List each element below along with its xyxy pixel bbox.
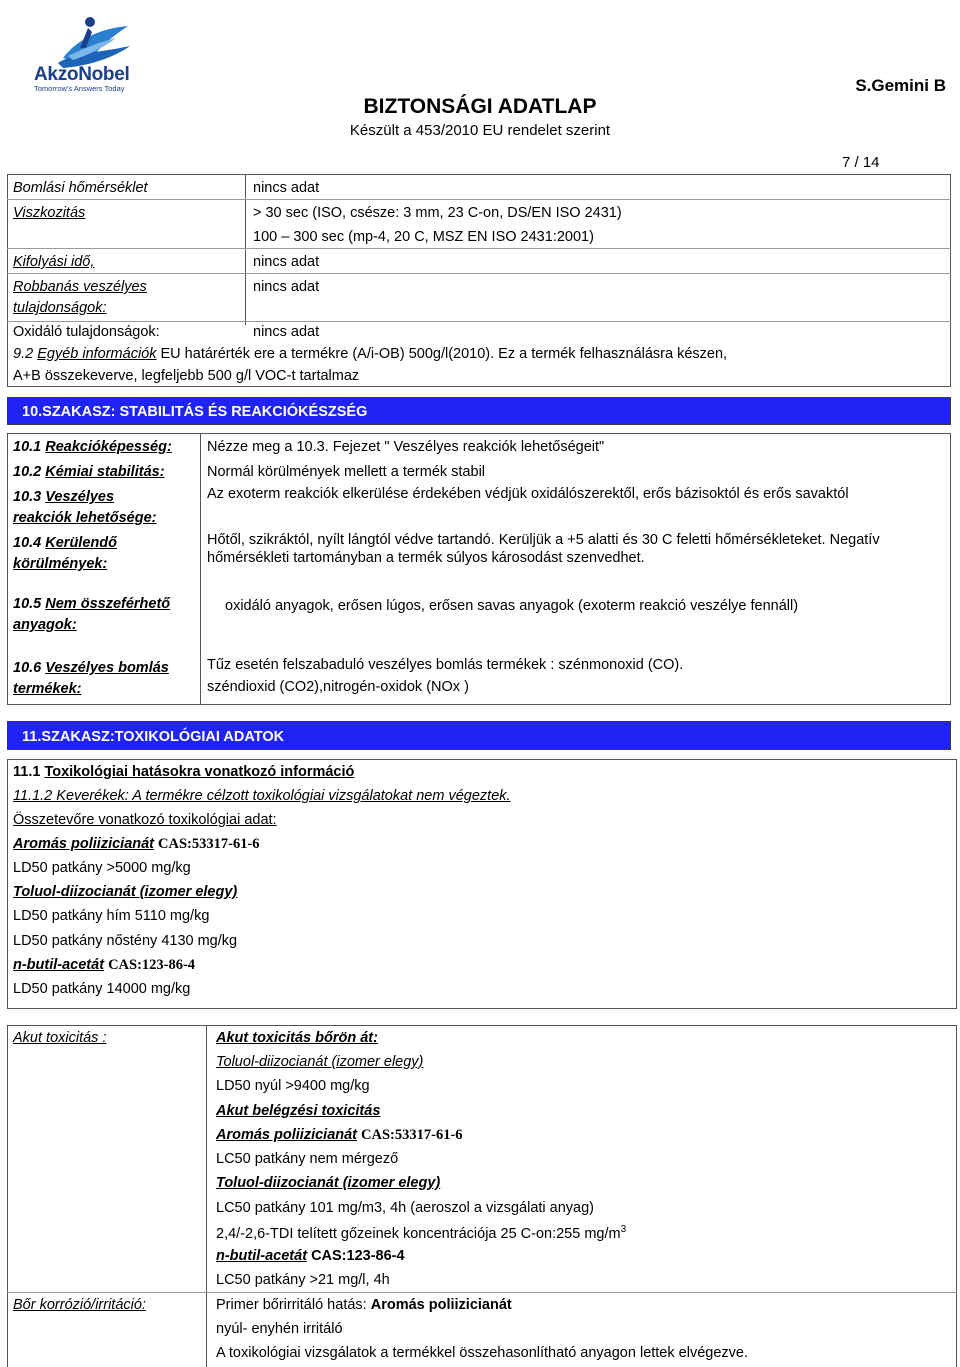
acute-inhal-c3-value: LC50 patkány >21 mg/l, 4h (216, 1272, 390, 1288)
decomp-products-value: Tűz esetén felszabaduló veszélyes bomlás termékek : szénmonoxid (CO). (207, 657, 684, 673)
acute-tox-table (7, 1025, 957, 1367)
decomp-products-value-2: széndioxid (CO2),nitrogén-oxidok (NOx ) (207, 679, 469, 695)
viscosity-value-2: 100 – 300 sec (mp-4, 20 C, MSZ EN ISO 2431:2001) (253, 229, 594, 245)
section10-heading: 10.SZAKASZ: STABILITÁS ÉS REAKCIÓKÉSZSÉG (22, 404, 368, 420)
reactivity-name: Reakcióképesség: (45, 439, 172, 455)
decomposition-temp-label: Bomlási hőmérséklet (13, 180, 148, 196)
conditions-avoid-value-2: hőmérsékleti tartományban a termék súlyos károsodást szenvedhet. (207, 550, 645, 566)
akzonobel-logo (18, 8, 158, 93)
document-title: BIZTONSÁGI ADATLAP (363, 95, 597, 118)
conditions-avoid-label (13, 535, 117, 551)
conditions-avoid-label-2: körülmények: (13, 556, 108, 572)
hazardous-reactions-label-2: reakciók lehetősége: (13, 510, 157, 526)
conditions-avoid-name: Kerülendő (45, 535, 117, 551)
decomposition-temp-value: nincs adat (253, 180, 320, 196)
acute-inhal-c1-name: Aromás poliizicianát (216, 1127, 358, 1143)
acute-dermal-value: LD50 nyúl >9400 mg/kg (216, 1078, 370, 1094)
chem-stability-name: Kémiai stabilitás: (45, 464, 165, 480)
acute-inhal-c1-cas: CAS:53317-61-6 (361, 1127, 463, 1143)
component-3-name: n-butil-acetát (13, 957, 105, 973)
acute-inhal-c2-name: Toluol-diizocianát (izomer elegy) (216, 1175, 441, 1191)
incompatible-label-2: anyagok: (13, 617, 77, 633)
document-subtitle: Készült a 453/2010 EU rendelet szerint (349, 122, 611, 139)
skin-corrosion-line-3: A toxikológiai vizsgálatok a termékkel összehasonlítható anyagon lettek elvégezve. (216, 1345, 748, 1361)
chem-stability-num: 10.2 (13, 464, 42, 480)
component-2-ld50-female: LD50 patkány nőstény 4130 mg/kg (13, 933, 238, 949)
section11-heading-bar (7, 721, 951, 750)
acute-inhal-c3-name: n-butil-acetát (216, 1248, 308, 1264)
other-info-line (13, 346, 727, 362)
mixtures-line: 11.1.2 Keverékek: A termékre célzott toxikológiai vizsgálatokat nem végeztek. (13, 788, 511, 804)
skin-corrosion-line-2: nyúl- enyhén irritáló (216, 1321, 343, 1337)
acute-dermal-substance: Toluol-diizocianát (izomer elegy) (216, 1054, 424, 1070)
explosive-value: nincs adat (253, 279, 320, 295)
decomp-products-label-2: termékek: (13, 681, 82, 697)
tox-info-num: 11.1 (13, 764, 41, 780)
acute-tox-label: Akut toxicitás : (13, 1030, 107, 1046)
hazardous-reactions-value: Az exoterm reakciók elkerülése érdekében védjük oxidálószerektől, erős bázisoktól és erős savaktól (207, 486, 849, 502)
acute-inhal-c2-value-2: 2,4/-2,6-TDI telített gőzeinek koncentrációja 25 C-on:255 mg/m (216, 1225, 621, 1242)
product-name: S.Gemini B (855, 76, 946, 95)
incompatible-value: oxidáló anyagok, erősen lúgos, erősen savas anyagok (exoterm reakció veszélye fennáll) (225, 598, 799, 614)
reactivity-label (13, 439, 172, 455)
tox-info-label: Toxikológiai hatásokra vonatkozó információ (44, 764, 355, 780)
skin-corrosion-label: Bőr korrózió/irritáció: (13, 1297, 146, 1313)
component-2-name: Toluol-diizocianát (izomer elegy) (13, 884, 238, 900)
acute-inhal-c3-cas: CAS:123-86-4 (311, 1248, 405, 1264)
tox-info-heading (13, 764, 354, 780)
oxidising-value: nincs adat (253, 324, 320, 340)
acute-inhal-c2-value-2-line (216, 1224, 626, 1242)
component-1-line (13, 836, 260, 853)
section10-heading-bar (7, 397, 951, 425)
skin-corrosion-line-1 (216, 1297, 512, 1313)
page-number: 7 / 14 (842, 154, 880, 171)
component-1-cas: CAS:53317-61-6 (158, 836, 260, 852)
explosive-label: Robbanás veszélyes (13, 279, 147, 295)
decomp-products-label (13, 660, 169, 676)
acute-inhal-c2-value-1: LC50 patkány 101 mg/m3, 4h (aeroszol a vizsgálati anyag) (216, 1200, 595, 1216)
flow-time-value: nincs adat (253, 254, 320, 270)
acute-inhal-c3-line (216, 1248, 405, 1264)
other-info-label: Egyéb információk (37, 346, 157, 362)
hazardous-reactions-name: Veszélyes (45, 489, 115, 505)
oxidising-label: Oxidáló tulajdonságok: (13, 324, 160, 340)
conditions-avoid-num: 10.4 (13, 535, 42, 551)
other-info-text: EU határérték ere a termékre (A/i-OB) 500g/l(2010). Ez a termék felhasználásra készen, (160, 346, 728, 362)
reactivity-value: Nézze meg a 10.3. Fejezet " Veszélyes reakciók lehetőségeit" (207, 439, 605, 455)
section11-heading: 11.SZAKASZ:TOXIKOLÓGIAI ADATOK (22, 729, 285, 745)
explosive-label-2: tulajdonságok: (13, 300, 107, 316)
hazardous-reactions-num: 10.3 (13, 489, 42, 505)
logo-text: AkzoNobel (34, 64, 130, 85)
component-1-name: Aromás poliizicianát (13, 836, 155, 852)
acute-inhal-title: Akut belégzési toxicitás (216, 1103, 381, 1119)
other-info-line-2: A+B összekeverve, legfeljebb 500 g/l VOC-t tartalmaz (13, 368, 360, 384)
incompatible-name: Nem összeférhető (45, 596, 171, 612)
reactivity-num: 10.1 (13, 439, 42, 455)
component-3-cas: CAS:123-86-4 (108, 957, 196, 973)
acute-inhal-c1-value: LC50 patkány nem mérgező (216, 1151, 399, 1167)
logo-tagline: Tomorrow's Answers Today (34, 84, 125, 93)
decomp-products-name: Veszélyes bomlás (45, 660, 169, 676)
viscosity-label: Viszkozitás (13, 205, 86, 221)
skin-corrosion-primary: Primer bőrirritáló hatás: (216, 1297, 367, 1313)
component-data-line: Összetevőre vonatkozó toxikológiai adat: (13, 812, 277, 828)
component-1-ld50: LD50 patkány >5000 mg/kg (13, 860, 191, 876)
incompatible-num: 10.5 (13, 596, 42, 612)
chem-stability-label (13, 464, 165, 480)
conditions-avoid-value: Hőtől, szikráktól, nyílt lángtól védve tartandó. Kerüljük a +5 alatti és 30 C feletti hőmérsékleteket. Negatív (207, 532, 880, 548)
viscosity-value: > 30 sec (ISO, csésze: 3 mm, 23 C-on, DS/EN ISO 2431) (253, 205, 622, 221)
flow-time-label: Kifolyási idő, (13, 254, 95, 270)
incompatible-label (13, 596, 170, 612)
chem-stability-value: Normál körülmények mellett a termék stabil (207, 464, 486, 480)
acute-dermal-title: Akut toxicitás bőrön át: (216, 1030, 378, 1046)
component-3-ld50: LD50 patkány 14000 mg/kg (13, 981, 191, 997)
acute-inhal-c1-line (216, 1127, 463, 1144)
skin-corrosion-substance: Aromás poliizicianát (370, 1297, 512, 1313)
other-info-num: 9.2 (13, 346, 34, 362)
superscript-3: 3 (620, 1224, 627, 1235)
component-3-line (13, 957, 195, 974)
hazardous-reactions-label (13, 489, 114, 505)
decomp-products-num: 10.6 (13, 660, 42, 676)
component-2-ld50-male: LD50 patkány hím 5110 mg/kg (13, 908, 210, 924)
